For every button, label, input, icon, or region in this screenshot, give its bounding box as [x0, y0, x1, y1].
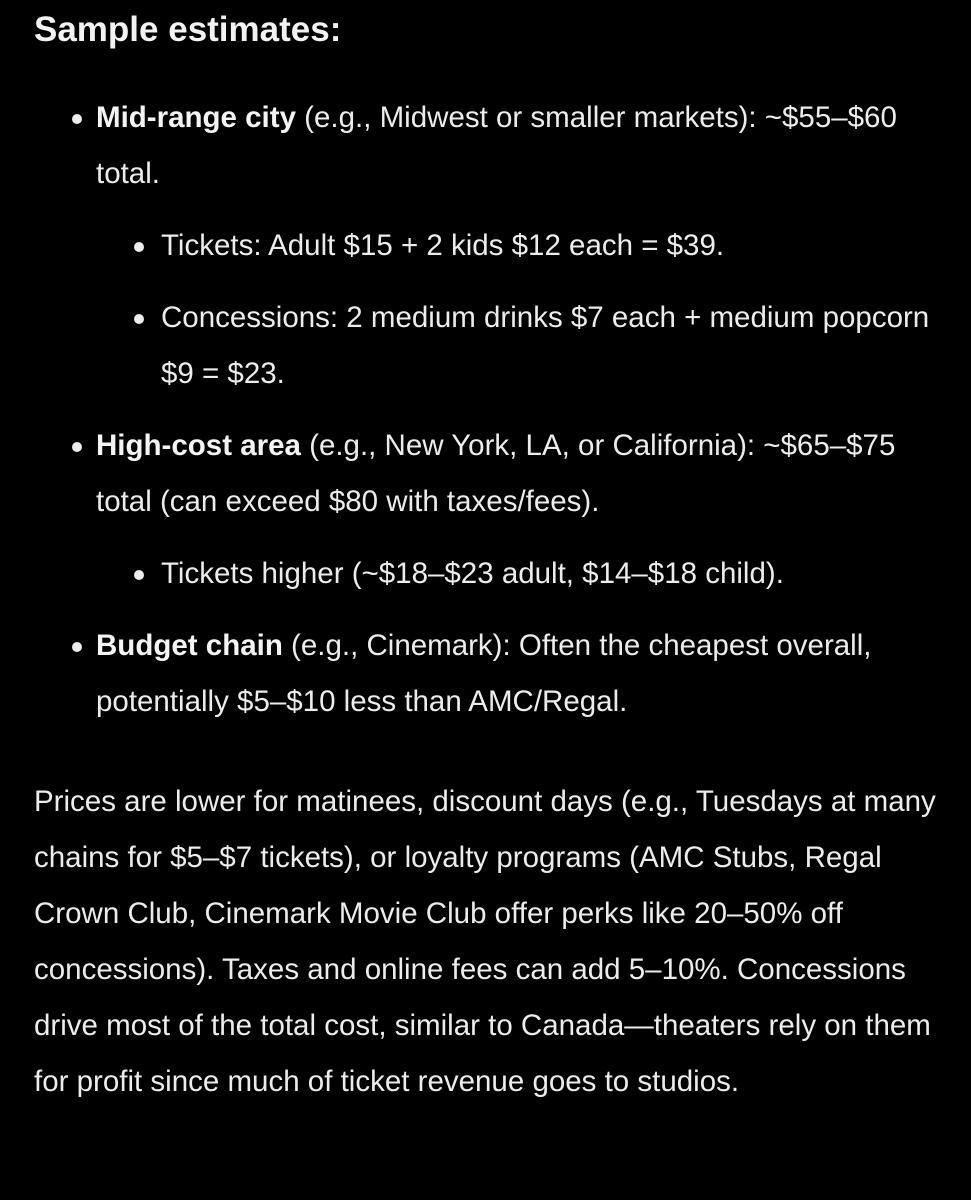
estimate-item-budget-chain — [34, 618, 937, 730]
estimate-item-high-cost — [34, 418, 937, 602]
estimate-text: (e.g., Cinemark): Often the cheapest overall, potentially $5–$10 less than AMC/Regal. — [96, 629, 872, 718]
estimate-item-mid-range — [34, 90, 937, 402]
estimate-details — [96, 218, 937, 402]
estimate-text: (e.g., New York, LA, or California): ~$65–$75 total (can exceed $80 with taxes/fees). — [96, 429, 896, 518]
detail-item: Tickets: Adult $15 + 2 kids $12 each = $39. — [96, 218, 937, 274]
detail-item: Tickets higher (~$18–$23 adult, $14–$18 child). — [96, 546, 937, 602]
estimates-list — [34, 90, 937, 730]
estimate-label: Mid-range city — [96, 101, 296, 134]
estimate-details — [96, 546, 937, 602]
detail-item: Concessions: 2 medium drinks $7 each + medium popcorn $9 = $23. — [96, 290, 937, 402]
estimate-label: High-cost area — [96, 429, 301, 462]
estimate-label: Budget chain — [96, 629, 283, 662]
section-heading: Sample estimates: — [34, 10, 342, 49]
summary-paragraph: Prices are lower for matinees, discount days (e.g., Tuesdays at many chains for $5–$7 tickets), or loyalty programs (AMC Stubs, Regal Crown Club, Cinemark Movie Club offer perks like 20–50% off concessions). Taxes and online fees can add 5–10%. Concessions drive most of the total cost, similar to Canada—theaters rely on them for profit since much of ticket revenue goes to studios. — [34, 785, 936, 1098]
estimate-text: (e.g., Midwest or smaller markets): ~$55–$60 total. — [96, 101, 897, 190]
